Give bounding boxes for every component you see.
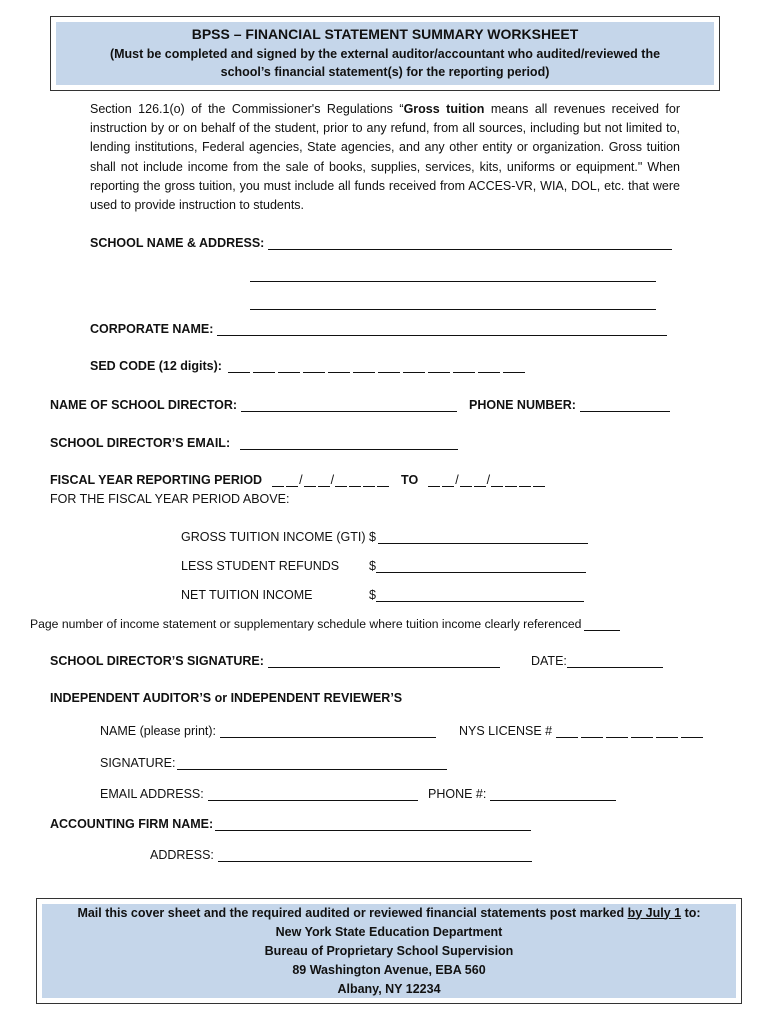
phone-number-label: PHONE NUMBER: <box>469 398 576 412</box>
sed-code-digit-10[interactable] <box>453 359 475 373</box>
firm-name-row <box>50 817 531 831</box>
date-slash-3: / <box>455 473 459 487</box>
fiscal-note: FOR THE FISCAL YEAR PERIOD ABOVE: <box>50 492 290 506</box>
fiscal-start-year-4[interactable] <box>377 473 389 487</box>
school-name-address-label: SCHOOL NAME & ADDRESS: <box>90 236 265 250</box>
refunds-field[interactable] <box>376 559 586 573</box>
firm-address-row <box>150 848 532 862</box>
definition-body: means all revenues received for instruction by or on behalf of the student, prior to any refund, from all sources, including but not limited to, lending institutions, Federal agencies, State agencies, and any other entity or organization. Gross tuition shall not include income from the sale of books, supplies, services, kits, uniforms or equipment." When reporting the gross tuition, you must include all funds received from ACCES-VR, WIA, DOL, etc. that were used to provide instruction to students. <box>90 102 680 213</box>
license-digit-4[interactable] <box>631 724 653 738</box>
date-slash-2: / <box>330 473 335 487</box>
firm-address-field[interactable] <box>218 848 532 862</box>
gti-field[interactable] <box>378 530 588 544</box>
mailing-city: Albany, NY 12234 <box>337 981 441 996</box>
fiscal-end-year-1[interactable] <box>491 473 503 487</box>
corporate-name-row <box>90 322 667 336</box>
sed-code-digit-5[interactable] <box>328 359 350 373</box>
school-director-row <box>50 398 457 412</box>
auditor-email-field[interactable] <box>208 787 418 801</box>
license-digit-3[interactable] <box>606 724 628 738</box>
gross-tuition-definition <box>90 100 680 215</box>
form-subtitle-line1: (Must be completed and signed by the external auditor/accountant who audited/reviewed the <box>109 47 661 61</box>
corporate-name-field[interactable] <box>217 322 667 336</box>
auditor-phone-row <box>428 787 616 801</box>
definition-prefix: Section 126.1(o) of the Commissioner's Regulations “ <box>90 102 404 116</box>
page-number-label: Page number of income statement or supplementary schedule where tuition income clearly referenced <box>30 617 582 631</box>
fiscal-end-year-4[interactable] <box>533 473 545 487</box>
fiscal-start-day-2[interactable] <box>318 473 330 487</box>
license-digit-6[interactable] <box>681 724 703 738</box>
mailing-deadline: by July 1 <box>627 905 682 920</box>
fiscal-year-row <box>50 473 545 487</box>
sed-code-digit-11[interactable] <box>478 359 500 373</box>
fiscal-end-year-2[interactable] <box>505 473 517 487</box>
sed-code-digit-4[interactable] <box>303 359 325 373</box>
auditor-phone-label: PHONE #: <box>428 787 487 801</box>
mailing-instructions <box>77 904 700 923</box>
school-name-address-field[interactable] <box>268 236 672 250</box>
fiscal-start-year-2[interactable] <box>349 473 361 487</box>
page-number-row <box>30 617 620 631</box>
form-title: BPSS – FINANCIAL STATEMENT SUMMARY WORKSHEET <box>191 26 579 42</box>
director-email-row <box>50 436 458 450</box>
school-address-line-3[interactable] <box>250 309 656 310</box>
net-income-dollar: $ <box>369 588 376 602</box>
refunds-label: LESS STUDENT REFUNDS <box>181 559 340 573</box>
fiscal-year-label: FISCAL YEAR REPORTING PERIOD <box>50 473 263 487</box>
auditor-email-row <box>100 787 418 801</box>
school-name-address-row <box>90 236 672 250</box>
auditor-name-field[interactable] <box>220 724 436 738</box>
refunds-row <box>181 559 586 573</box>
sed-code-digit-8[interactable] <box>403 359 425 373</box>
auditor-heading: INDEPENDENT AUDITOR’S or INDEPENDENT REVIEWER’S <box>50 691 403 705</box>
date-field[interactable] <box>567 654 663 668</box>
sed-code-digit-7[interactable] <box>378 359 400 373</box>
mailing-street: 89 Washington Avenue, EBA 560 <box>292 962 486 977</box>
sed-code-digit-1[interactable] <box>228 359 250 373</box>
auditor-phone-field[interactable] <box>490 787 616 801</box>
corporate-name-label: CORPORATE NAME: <box>90 322 214 336</box>
auditor-name-row <box>100 724 436 738</box>
net-income-field[interactable] <box>376 588 584 602</box>
license-label: NYS LICENSE # <box>459 724 553 738</box>
fiscal-start-month-1[interactable] <box>272 473 284 487</box>
page-number-field[interactable] <box>584 617 620 631</box>
fiscal-end-year-3[interactable] <box>519 473 531 487</box>
sed-code-digit-2[interactable] <box>253 359 275 373</box>
sed-code-row <box>90 359 525 373</box>
license-digit-5[interactable] <box>656 724 678 738</box>
fiscal-start-year-1[interactable] <box>335 473 347 487</box>
auditor-signature-field[interactable] <box>177 756 447 770</box>
phone-number-field[interactable] <box>580 398 670 412</box>
gti-label: GROSS TUITION INCOME (GTI) $ <box>181 530 376 544</box>
sed-code-digit-6[interactable] <box>353 359 375 373</box>
fiscal-end-day-2[interactable] <box>474 473 486 487</box>
director-email-field[interactable] <box>240 436 458 450</box>
firm-name-field[interactable] <box>215 817 531 831</box>
director-signature-label: SCHOOL DIRECTOR’S SIGNATURE: <box>50 654 264 668</box>
license-row <box>459 724 703 738</box>
license-digit-1[interactable] <box>556 724 578 738</box>
fiscal-note-row <box>50 492 289 506</box>
auditor-name-label: NAME (please print): <box>100 724 217 738</box>
mailing-suffix: to: <box>681 905 701 920</box>
auditor-signature-label: SIGNATURE: <box>100 756 176 770</box>
auditor-email-label: EMAIL ADDRESS: <box>100 787 204 801</box>
director-signature-field[interactable] <box>268 654 500 668</box>
auditor-signature-row <box>100 756 447 770</box>
license-digit-2[interactable] <box>581 724 603 738</box>
date-label: DATE: <box>531 654 567 668</box>
school-address-line-2[interactable] <box>250 281 656 282</box>
date-row <box>531 654 663 668</box>
fiscal-start-day-1[interactable] <box>304 473 316 487</box>
net-income-label: NET TUITION INCOME <box>181 588 313 602</box>
definition-term: Gross tuition <box>403 102 485 116</box>
auditor-heading-row <box>50 691 402 705</box>
mailing-box <box>36 898 742 1004</box>
sed-code-digit-12[interactable] <box>503 359 525 373</box>
director-email-label: SCHOOL DIRECTOR’S EMAIL: <box>50 436 231 450</box>
header-box <box>50 16 720 91</box>
fiscal-start-month-2[interactable] <box>286 473 298 487</box>
gti-row <box>181 530 588 544</box>
mailing-prefix: Mail this cover sheet and the required audited or reviewed financial statements post marked <box>77 905 628 920</box>
school-director-field[interactable] <box>241 398 457 412</box>
fiscal-end-month-2[interactable] <box>442 473 454 487</box>
firm-name-label: ACCOUNTING FIRM NAME: <box>50 817 214 831</box>
date-slash-1: / <box>299 473 303 487</box>
refunds-dollar: $ <box>369 559 376 573</box>
mailing-org: New York State Education Department <box>275 924 503 939</box>
mailing-bureau: Bureau of Proprietary School Supervision <box>264 943 514 958</box>
fiscal-start-year-3[interactable] <box>363 473 375 487</box>
fiscal-to-label: TO <box>401 473 419 487</box>
date-slash-4: / <box>486 473 491 487</box>
firm-address-label: ADDRESS: <box>150 848 214 862</box>
school-director-label: NAME OF SCHOOL DIRECTOR: <box>50 398 238 412</box>
header-banner <box>56 22 714 85</box>
mailing-banner <box>42 904 736 998</box>
phone-number-row <box>469 398 670 412</box>
sed-code-digit-9[interactable] <box>428 359 450 373</box>
fiscal-end-month-1[interactable] <box>428 473 440 487</box>
fiscal-end-day-1[interactable] <box>460 473 472 487</box>
net-income-row <box>181 588 584 602</box>
sed-code-label: SED CODE (12 digits): <box>90 359 222 373</box>
director-signature-row <box>50 654 500 668</box>
form-subtitle-line2: school’s financial statement(s) for the reporting period) <box>220 65 550 79</box>
sed-code-digit-3[interactable] <box>278 359 300 373</box>
